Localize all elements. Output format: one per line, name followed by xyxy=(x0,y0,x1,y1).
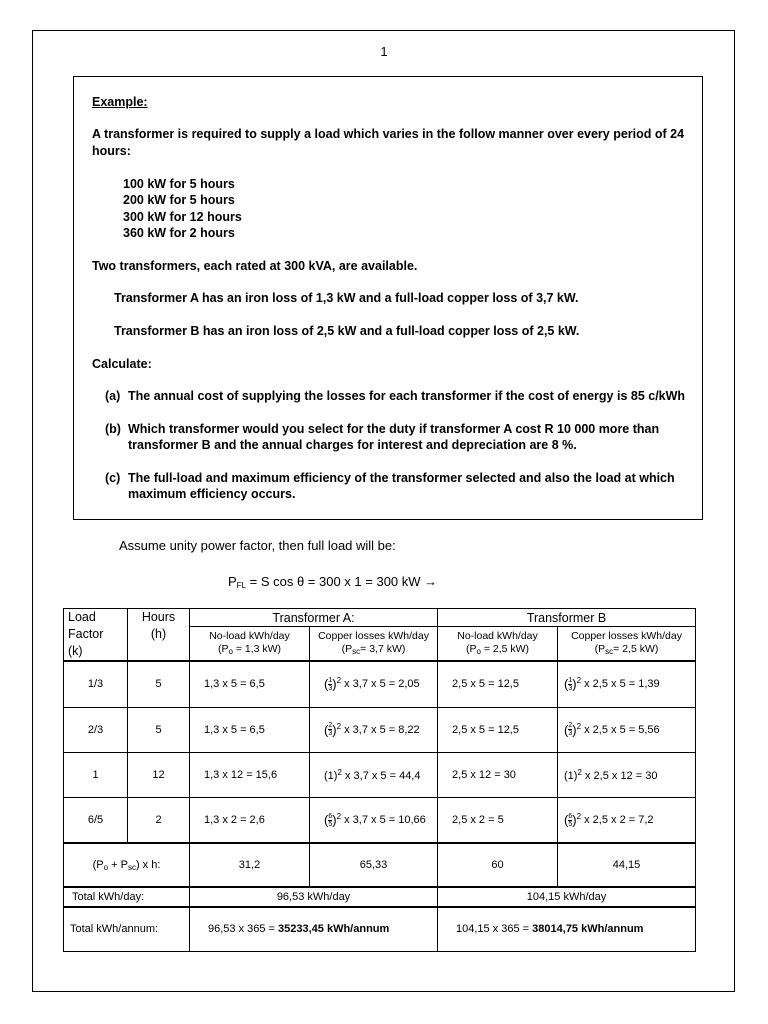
total-day-label: Total kWh/day: xyxy=(64,887,190,907)
header-a-copper xyxy=(310,627,438,661)
header-line xyxy=(314,643,433,658)
cell-b-noload: 2,5 x 5 = 12,5 xyxy=(438,661,558,707)
table-row xyxy=(64,797,696,843)
cell-text: (1) xyxy=(564,769,578,782)
total-day-row xyxy=(64,887,696,907)
fraction-numerator: 6 xyxy=(568,812,573,820)
paren-left: ( xyxy=(564,677,569,693)
fraction-denominator: 5 xyxy=(568,820,573,828)
total-annum-b xyxy=(438,907,696,951)
header-line: (h) xyxy=(150,627,167,641)
question-label: (b) xyxy=(105,422,121,436)
header-transformer-a: Transformer A: xyxy=(190,609,438,627)
header-part: = 2,5 kW) xyxy=(613,642,659,655)
available-text: Two transformers, each rated at 300 kVA, are available. xyxy=(92,259,418,273)
paren-right: ) xyxy=(572,677,577,693)
cell-text: (1) xyxy=(324,769,338,782)
header-line xyxy=(442,643,553,658)
header-line: Copper losses kWh/day xyxy=(318,629,429,642)
load-item: 300 kW for 12 hours xyxy=(123,210,242,224)
cell-b-noload: 2,5 x 5 = 12,5 xyxy=(438,707,558,752)
cell-a-copper xyxy=(310,752,438,797)
cell-h: 2 xyxy=(128,797,190,843)
header-load-factor xyxy=(64,609,128,662)
cell-b-copper xyxy=(558,752,696,797)
intro-line-1: A transformer is required to supply a load which varies in the follow manner over every period of 24 xyxy=(92,127,685,141)
formula-p: P xyxy=(228,574,237,589)
annum-prefix: 104,15 x 365 = xyxy=(456,923,533,936)
cell-h: 12 xyxy=(128,752,190,797)
example-box xyxy=(73,76,703,520)
paren-right: ) xyxy=(572,812,577,828)
label-part: (P xyxy=(92,858,104,871)
fraction-numerator: 1 xyxy=(568,677,573,685)
exponent: 2 xyxy=(577,767,582,777)
question-text: The annual cost of supplying the losses for each transformer if the cost of energy is 85 c/kWh xyxy=(128,389,686,403)
fraction-numerator: 1 xyxy=(328,677,333,685)
annum-result: 35233,45 kWh/annum xyxy=(278,923,390,936)
total-day-b: 104,15 kWh/day xyxy=(438,887,696,907)
sum-b-noload: 60 xyxy=(438,843,558,887)
header-line: Load xyxy=(68,610,96,624)
question-text: Which transformer would you select for the duty if transformer A cost R 10 000 more than xyxy=(128,422,660,436)
question-label: (a) xyxy=(105,389,121,403)
cell-b-copper xyxy=(558,797,696,843)
exponent: 2 xyxy=(337,767,342,777)
label-part: sc xyxy=(127,862,136,872)
table-row xyxy=(64,707,696,752)
paren-left: ( xyxy=(564,722,569,738)
paren-left: ( xyxy=(324,812,329,828)
page-number: 1 xyxy=(380,44,388,59)
cell-k: 1/3 xyxy=(64,661,128,707)
cell-a-copper xyxy=(310,707,438,752)
cell-b-copper xyxy=(558,707,696,752)
header-part: o xyxy=(228,646,233,656)
load-item: 200 kW for 5 hours xyxy=(123,193,235,207)
total-day-a: 96,53 kWh/day xyxy=(190,887,438,907)
table-row xyxy=(64,752,696,797)
fraction-denominator: 5 xyxy=(328,820,333,828)
header-part: (P xyxy=(217,642,229,655)
header-part: (P xyxy=(465,642,477,655)
cell-a-noload: 1,3 x 12 = 15,6 xyxy=(190,752,310,797)
sum-row xyxy=(64,843,696,887)
cell-b-copper xyxy=(558,661,696,707)
formula-p-sub: FL xyxy=(236,581,247,590)
paren-left: ( xyxy=(564,812,569,828)
header-a-noload xyxy=(190,627,310,661)
header-line xyxy=(562,643,691,658)
header-hours xyxy=(128,609,190,662)
example-heading: Example: xyxy=(92,95,148,109)
fraction-numerator: 2 xyxy=(328,722,333,730)
question-text: maximum efficiency occurs. xyxy=(128,487,296,501)
exponent: 2 xyxy=(336,811,342,821)
cell-h: 5 xyxy=(128,707,190,752)
calculate-label: Calculate: xyxy=(92,357,152,371)
cell-a-noload: 1,3 x 5 = 6,5 xyxy=(190,707,310,752)
cell-text: x 3,7 x 5 = 2,05 xyxy=(341,678,420,691)
fraction-denominator: 3 xyxy=(568,730,573,738)
cell-h: 5 xyxy=(128,661,190,707)
paren-right: ) xyxy=(332,722,337,738)
fraction-denominator: 3 xyxy=(568,685,573,693)
cell-text: x 2,5 x 5 = 5,56 xyxy=(581,723,660,736)
header-part: (P xyxy=(341,642,353,655)
cell-text: x 3,7 x 5 = 44,4 xyxy=(341,769,421,782)
cell-b-noload: 2,5 x 12 = 30 xyxy=(438,752,558,797)
exponent: 2 xyxy=(336,721,342,731)
annum-prefix: 96,53 x 365 = xyxy=(208,923,279,936)
header-part: o xyxy=(476,646,481,656)
header-part: = 3,7 kW) xyxy=(360,642,406,655)
losses-table xyxy=(63,608,696,952)
annum-result: 38014,75 kWh/annum xyxy=(532,923,644,936)
paren-left: ( xyxy=(324,722,329,738)
intro-line-2: hours: xyxy=(92,144,131,158)
label-part: o xyxy=(103,862,109,872)
fraction-numerator: 2 xyxy=(568,722,573,730)
header-part: (P xyxy=(594,642,606,655)
question-label: (c) xyxy=(105,471,121,485)
transformer-a-text: Transformer A has an iron loss of 1,3 kW and a full-load copper loss of 3,7 kW. xyxy=(114,291,579,305)
fraction-denominator: 3 xyxy=(328,730,333,738)
question-text: transformer B and the annual charges for interest and depreciation are 8 %. xyxy=(128,438,577,452)
header-line: No-load kWh/day xyxy=(457,629,538,642)
sum-label xyxy=(64,843,190,887)
header-part: = 1,3 kW) xyxy=(232,642,282,655)
load-item: 360 kW for 2 hours xyxy=(123,226,235,240)
cell-k: 6/5 xyxy=(64,797,128,843)
cell-text: x 3,7 x 5 = 8,22 xyxy=(341,723,420,736)
fraction-denominator: 3 xyxy=(328,685,333,693)
cell-text: x 2,5 x 2 = 7,2 xyxy=(581,813,654,826)
assumption-text: Assume unity power factor, then full load will be: xyxy=(119,538,396,553)
exponent: 2 xyxy=(576,721,582,731)
cell-a-copper xyxy=(310,661,438,707)
header-part: = 2,5 kW) xyxy=(480,642,530,655)
exponent: 2 xyxy=(576,676,582,686)
table-row xyxy=(64,661,696,707)
total-annum-row xyxy=(64,907,696,951)
exponent: 2 xyxy=(576,811,582,821)
cell-b-noload: 2,5 x 2 = 5 xyxy=(438,797,558,843)
cell-text: x 2,5 x 12 = 30 xyxy=(581,769,658,782)
cell-k: 2/3 xyxy=(64,707,128,752)
cell-a-noload: 1,3 x 2 = 2,6 xyxy=(190,797,310,843)
header-line: Copper losses kWh/day xyxy=(571,629,682,642)
header-b-noload xyxy=(438,627,558,661)
header-part: sc xyxy=(605,646,614,656)
total-annum-a xyxy=(190,907,438,951)
cell-k: 1 xyxy=(64,752,128,797)
paren-right: ) xyxy=(332,812,337,828)
header-line: Hours xyxy=(141,610,176,624)
header-line: No-load kWh/day xyxy=(209,629,290,642)
sum-a-noload: 31,2 xyxy=(190,843,310,887)
paren-left: ( xyxy=(324,677,329,693)
label-part: ) x h: xyxy=(135,858,161,871)
exponent: 2 xyxy=(336,676,342,686)
cell-text: x 3,7 x 5 = 10,66 xyxy=(341,813,426,826)
header-line: Factor xyxy=(68,627,104,641)
cell-text: x 2,5 x 5 = 1,39 xyxy=(581,678,660,691)
sum-a-copper: 65,33 xyxy=(310,843,438,887)
cell-a-noload: 1,3 x 5 = 6,5 xyxy=(190,661,310,707)
load-item: 100 kW for 5 hours xyxy=(123,177,235,191)
cell-a-copper xyxy=(310,797,438,843)
transformer-b-text: Transformer B has an iron loss of 2,5 kW and a full-load copper loss of 2,5 kW. xyxy=(114,324,580,338)
header-b-copper xyxy=(558,627,696,661)
fraction-numerator: 6 xyxy=(328,812,333,820)
paren-right: ) xyxy=(572,722,577,738)
total-annum-label: Total kWh/annum: xyxy=(64,907,190,951)
header-transformer-b: Transformer B xyxy=(438,609,696,627)
question-text: The full-load and maximum efficiency of the transformer selected and also the load at which xyxy=(128,471,675,485)
sum-b-copper: 44,15 xyxy=(558,843,696,887)
formula-rest: = S cos θ = 300 x 1 = 300 kW → xyxy=(246,574,438,589)
header-line: (k) xyxy=(68,644,83,658)
header-part: sc xyxy=(352,646,361,656)
label-part: + P xyxy=(108,858,128,871)
header-line xyxy=(194,643,305,658)
full-load-formula xyxy=(228,574,437,590)
paren-right: ) xyxy=(332,677,337,693)
